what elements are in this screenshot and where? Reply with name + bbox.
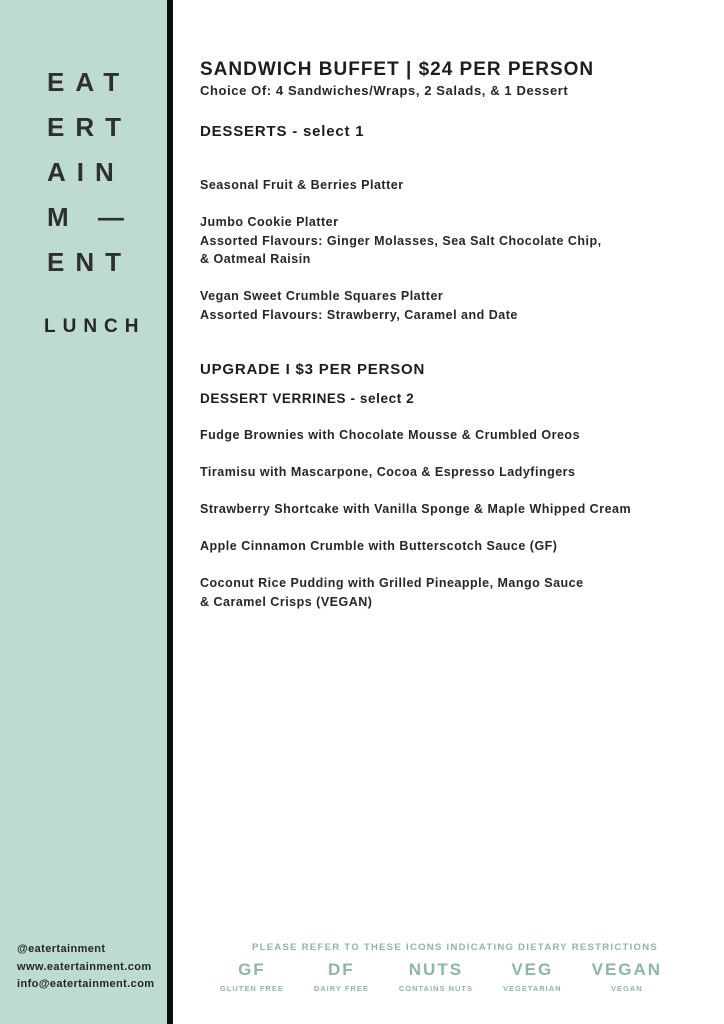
dietary-icon-gf	[220, 960, 284, 993]
page-subtitle: Choice Of: 4 Sandwiches/Wraps, 2 Salads, & 1 Dessert	[200, 83, 569, 98]
menu-item-description: Assorted Flavours: Ginger Molasses, Sea Salt Chocolate Chip,	[200, 233, 602, 248]
menu-item-description: & Caramel Crisps (VEGAN)	[200, 594, 373, 609]
dietary-label: GLUTEN FREE	[219, 984, 284, 993]
section-heading-desserts: DESSERTS - select 1	[200, 123, 365, 140]
menu-type-label: LUNCH	[44, 316, 146, 337]
logo-line: M —	[47, 202, 135, 232]
menu-item	[200, 463, 712, 482]
dietary-label: CONTAINS NUTS	[398, 984, 473, 993]
menu-item	[200, 500, 712, 519]
social-handle: @eatertainment	[17, 943, 106, 955]
dietary-code: GF	[238, 960, 266, 979]
dietary-label: DAIRY FREE	[313, 984, 369, 993]
dietary-code: VEGAN	[591, 960, 663, 979]
menu-item-name: Fudge Brownies with Chocolate Mousse & Crumbled Oreos	[200, 428, 581, 442]
menu-item-name: Vegan Sweet Crumble Squares Platter	[200, 289, 444, 303]
vertical-divider	[167, 0, 173, 1024]
logo-line: AIN	[47, 157, 125, 187]
dietary-label: VEGAN	[611, 984, 643, 993]
dietary-legend	[186, 942, 724, 993]
verrines-item-list	[200, 426, 712, 611]
website-url: www.eatertainment.com	[17, 960, 152, 973]
dietary-icon-vegan	[592, 960, 662, 993]
dietary-code: VEG	[511, 960, 554, 979]
menu-item-name: Tiramisu with Mascarpone, Cocoa & Espresso Ladyfingers	[200, 465, 576, 479]
dietary-icon-row	[186, 960, 724, 993]
menu-item	[200, 213, 712, 269]
sidebar	[0, 0, 167, 1024]
dietary-icon-df	[314, 960, 369, 993]
menu-item	[200, 537, 712, 556]
dietary-code: DF	[328, 960, 355, 979]
dietary-icon-veg	[503, 960, 562, 993]
dietary-legend-note: PLEASE REFER TO THESE ICONS INDICATING DIETARY RESTRICTIONS	[251, 942, 659, 953]
menu-content	[200, 58, 712, 630]
dietary-icon-nuts	[399, 960, 473, 993]
contact-info	[17, 941, 155, 994]
logo-line: ERT	[47, 112, 132, 142]
menu-item-name: Coconut Rice Pudding with Grilled Pineapple, Mango Sauce	[200, 576, 584, 590]
logo-line: EAT	[47, 67, 131, 97]
brand-logo	[47, 60, 135, 285]
menu-item-name: Seasonal Fruit & Berries Platter	[200, 178, 404, 192]
page-title: SANDWICH BUFFET | $24 PER PERSON	[200, 59, 595, 80]
dietary-label: VEGETARIAN	[502, 984, 562, 993]
menu-item-description: Assorted Flavours: Strawberry, Caramel and Date	[200, 307, 518, 322]
menu-item	[200, 574, 712, 611]
contact-email: info@eatertainment.com	[17, 978, 155, 990]
menu-item	[200, 426, 712, 445]
section-heading-upgrade: UPGRADE I $3 PER PERSON	[200, 361, 426, 378]
menu-item-name: Apple Cinnamon Crumble with Butterscotch Sauce (GF)	[200, 539, 558, 553]
desserts-item-list	[200, 176, 712, 324]
dietary-code: NUTS	[408, 960, 464, 979]
menu-item	[200, 287, 712, 324]
section-subheading-verrines: DESSERT VERRINES - select 2	[200, 391, 415, 406]
menu-item-name: Strawberry Shortcake with Vanilla Sponge & Maple Whipped Cream	[200, 502, 632, 516]
logo-line: ENT	[47, 247, 132, 277]
menu-item-description: & Oatmeal Raisin	[200, 252, 311, 266]
menu-item	[200, 176, 712, 195]
menu-item-name: Jumbo Cookie Platter	[200, 215, 339, 229]
